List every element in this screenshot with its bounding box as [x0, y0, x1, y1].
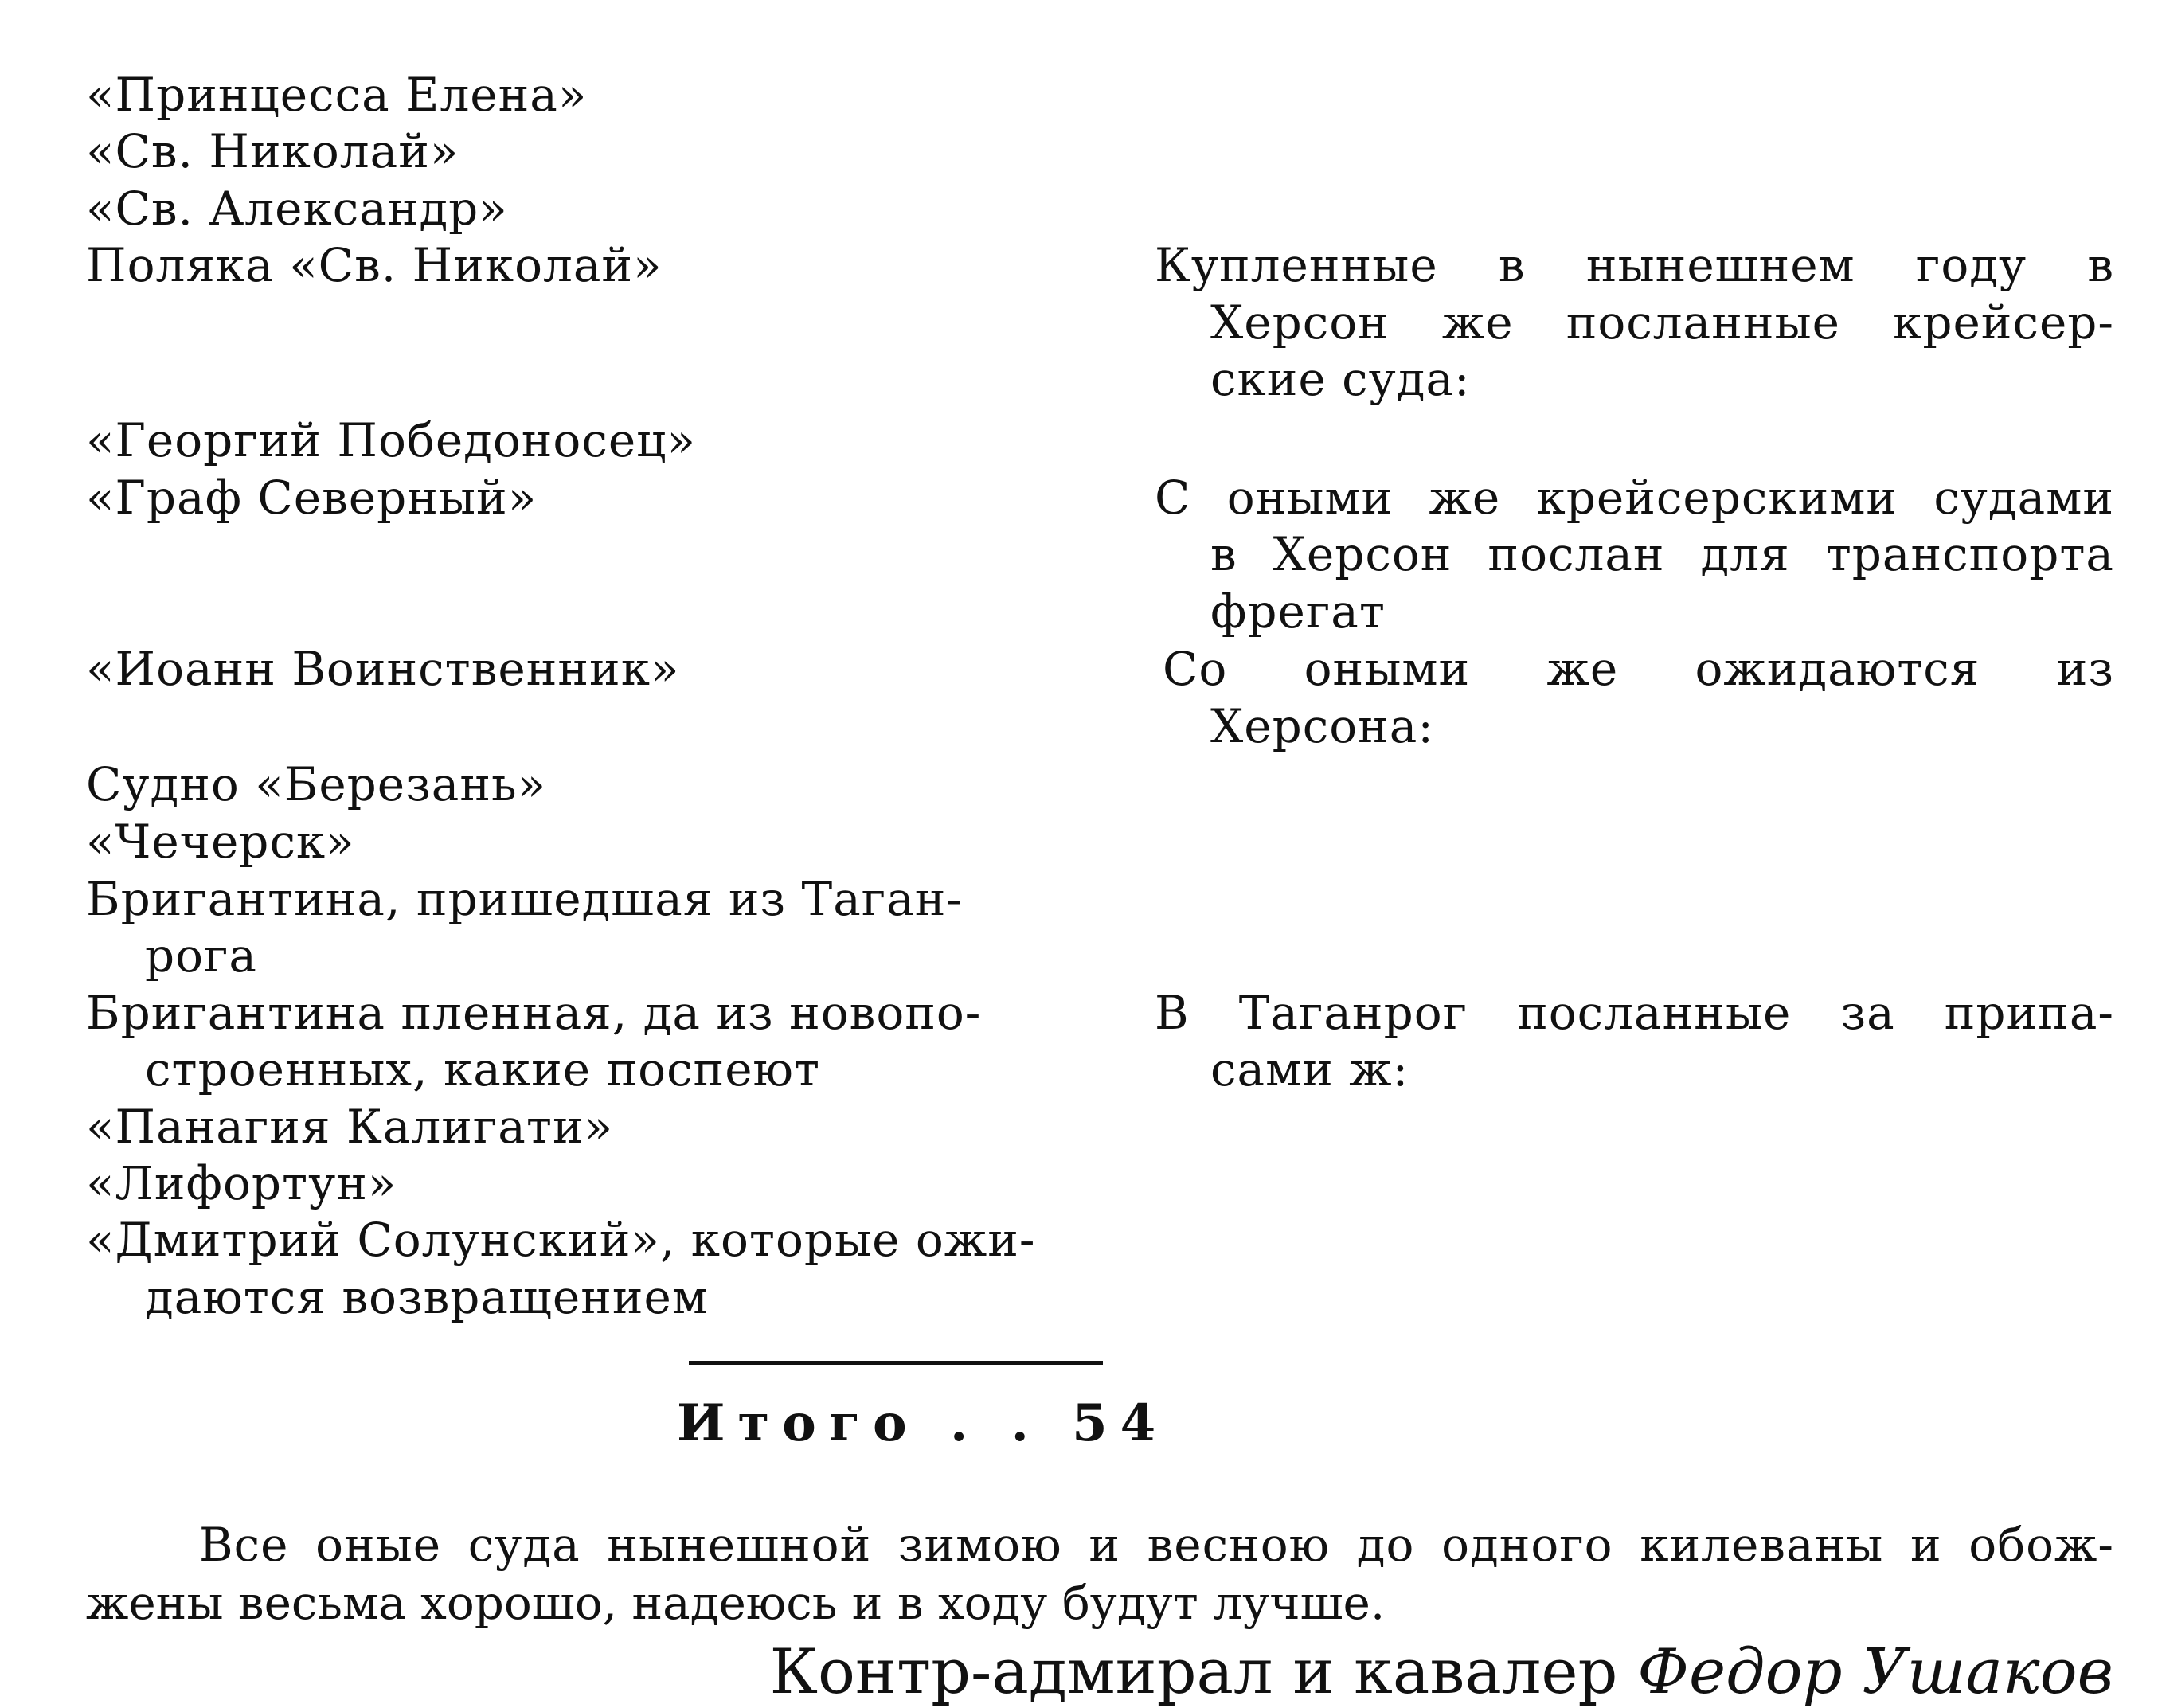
ship-brigantine-taganrog-line1: Бригантина, пришедшая из Таган-	[86, 872, 964, 926]
ship-berezan: Судно «Березань»	[86, 757, 547, 811]
note-purchased-line2: Херсон же посланные крейсер-	[1210, 295, 2114, 350]
ship-sv-aleksandr: «Св. Александр»	[86, 182, 508, 236]
ship-chechersk: «Чечерск»	[86, 815, 355, 869]
ship-sv-nikolai: «Св. Николай»	[86, 124, 459, 178]
closing-paragraph-line2: жены весьма хорошо, надеюсь и в ходу будут лучше.	[86, 1576, 1386, 1630]
note-expected-line1: Со оными же ожидаются из	[1163, 642, 2114, 696]
ship-georgii-pobedonosets: «Георгий Победоносец»	[86, 413, 696, 467]
ship-princessa-elena: «Принцесса Елена»	[86, 68, 588, 122]
note-purchased-line3: ские суда:	[1210, 352, 1471, 406]
ship-brigantine-captured-line1: Бригантина пленная, да из новопо-	[86, 986, 982, 1040]
ship-lifortun: «Лифортун»	[86, 1156, 397, 1210]
total-divider	[689, 1361, 1103, 1365]
ship-dmitrii-solunskii-line2: даются возвращением	[145, 1270, 709, 1324]
note-frigate-line1: С оными же крейсерскими судами	[1155, 471, 2114, 525]
ship-ioann-voinstvennik: «Иоанн Воинственник»	[86, 642, 680, 696]
ship-dmitrii-solunskii-line1: «Дмитрий Солунский», которые ожи-	[86, 1213, 1036, 1267]
signature-rank: Контр-адмирал и кавалер	[769, 1636, 1618, 1708]
note-frigate-line3: фрегат	[1210, 584, 1386, 639]
note-purchased-line1: Купленные в нынешнем году в	[1155, 238, 2114, 292]
signature-name: Федор Ушаков	[1637, 1636, 2113, 1708]
ship-graf-severnyi: «Граф Северный»	[86, 471, 538, 525]
closing-paragraph-line1: Все оные суда нынешной зимою и весною до одного килеваны и обож-	[199, 1518, 2114, 1572]
ship-polyaka-sv-nikolai: Поляка «Св. Николай»	[86, 238, 663, 292]
note-taganrog-line1: В Таганрог посланные за припа-	[1155, 986, 2114, 1040]
note-taganrog-line2: сами ж:	[1210, 1042, 1409, 1096]
signature	[770, 1636, 2113, 1708]
total-label: Итого . . 54	[677, 1393, 1169, 1453]
ship-brigantine-captured-line2: строенных, какие поспеют	[145, 1042, 821, 1096]
ship-brigantine-taganrog-line2: рога	[145, 928, 258, 983]
ship-panagiya-kaligati: «Панагия Калигати»	[86, 1100, 614, 1154]
note-expected-line2: Херсона:	[1210, 699, 1434, 753]
note-frigate-line2: в Херсон послан для транспорта	[1210, 527, 2114, 581]
